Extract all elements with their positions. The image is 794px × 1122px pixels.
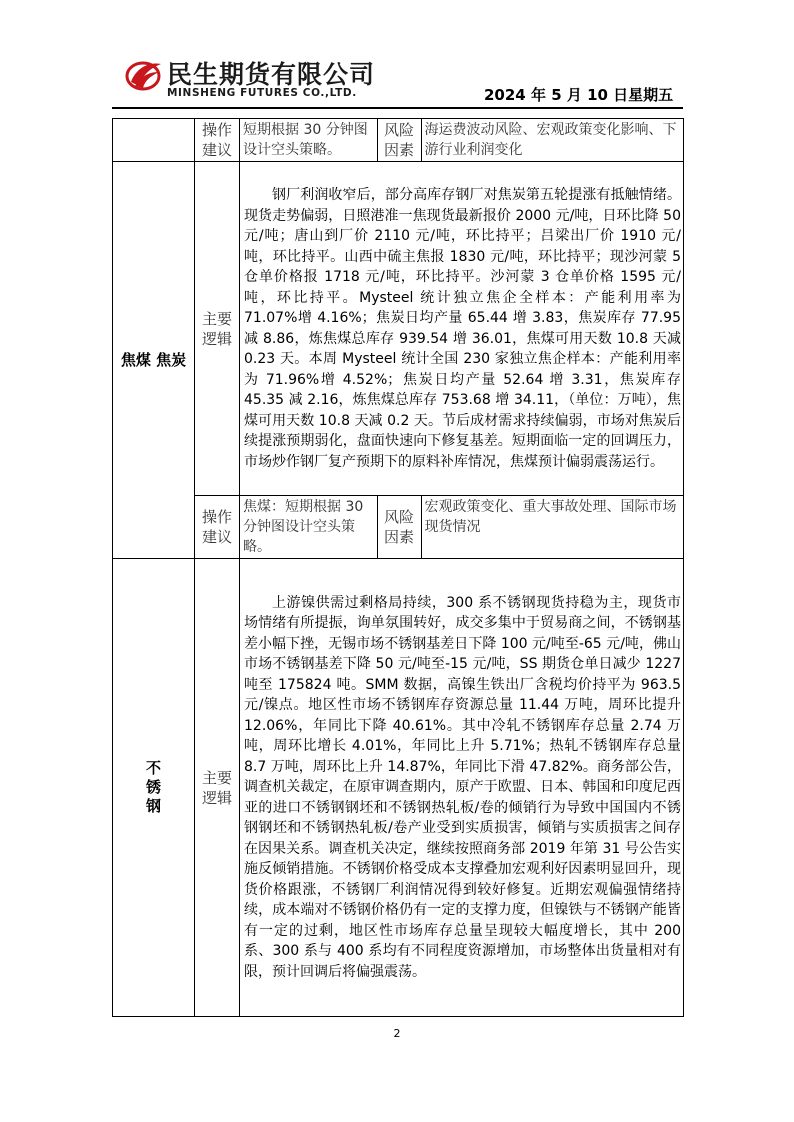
table-row <box>113 119 684 162</box>
logic-text: 上游镍供需过剩格局持续，300 系不锈钢现货持稳为主，现货市场情绪有所提振，询单氛围转好，成交多集中于贸易商之间，不锈钢基差小幅下挫，无锡市场不锈钢基差日下降 100 元/吨至-65 元/吨，佛山市场不锈钢基差下降 50 元/吨至-15 元/吨，SS 期货仓单日减少 1227 吨至 175824 吨。SMM 数据，高镍生铁出厂含税均价持平为 963.5 元/镍点。地区性市场不锈钢库存资源总量 11.44 万吨，周环比提升 12.06%，年同比下降 40.61%。其中冷轧不锈钢库存总量 2.74 万吨，周环比增长 4.01%，年同比上升 5.71%；热轧不锈钢库存总量 8.7 万吨，周环比上升 14.87%，年同比下滑 47.82%。商务部公告，调查机关裁定，在原审调查期内，原产于欧盟、日本、韩国和印度尼西亚的进口不锈钢钢坯和不锈钢热轧板/卷的倾销行为导致中国国内不锈钢钢坯和不锈钢热轧板/卷产业受到实质损害，倾销与实质损害之间存在因果关系。调查机关决定，继续按照商务部 2019 年第 31 号公告实施反倾销措施。不锈钢价格受成本支撑叠加宏观利好因素明显回升，现货价格跟涨，不锈钢厂利润情况得到较好修复。近期宏观偏强情绪持续，成本端对不锈钢价格仍有一定的支撑力度，但镍铁与不锈钢产能皆有一定的过剩，地区性市场库存总量呈现较大幅度增长，其中 200 系、300 系与 400 系均有不同程度资源增加，市场整体出货量相对有限，预计回调后将偏强震荡。 <box>240 559 684 1017</box>
company-logo <box>125 54 376 102</box>
logic-label: 主要 逻辑 <box>195 559 240 1017</box>
category-label: 不锈钢 <box>145 759 161 815</box>
table-row <box>113 559 684 1017</box>
risk-label: 风险 因素 <box>377 119 421 161</box>
category-stainless <box>113 559 195 1017</box>
category-coking <box>113 162 195 559</box>
category-label: 焦煤 焦炭 <box>120 351 187 369</box>
report-date: 2024 年 5 月 10 日星期五 <box>484 86 674 104</box>
company-name-cn: 民生期货有限公司 <box>167 60 376 89</box>
category-cell <box>113 119 195 162</box>
company-name-en: MINSHENG FUTURES CO.,LTD. <box>167 87 357 99</box>
operation-label: 操作 建议 <box>195 496 240 559</box>
commodity-table <box>112 118 684 1017</box>
logic-label: 主要 逻辑 <box>195 162 240 496</box>
minsheng-logo-icon <box>125 56 163 94</box>
operation-text: 短期根据 30 分钟图设计空头策略。 <box>243 122 368 158</box>
table-row <box>113 162 684 496</box>
page-number: 2 <box>393 1027 401 1040</box>
header-divider <box>112 107 683 109</box>
risk-text: 海运费波动风险、宏观政策变化影响、下游行业利润变化 <box>421 119 683 161</box>
logic-text: 钢厂利润收窄后，部分高库存钢厂对焦炭第五轮提涨有抵触情绪。现货走势偏弱，日照港准一焦现货最新报价 2000 元/吨，日环比降 50 元/吨；唐山到厂价 2110 元/吨，环比持平；吕梁出厂价 1910 元/吨，环比持平。山西中硫主焦报 1830 元/吨，环比持平；现沙河蒙 5 仓单价格报 1718 元/吨，环比持平。沙河蒙 3 仓单价格 1595 元/吨，环比持平。Mysteel 统计独立焦企全样本：产能利用率为 71.07%增 4.16%；焦炭日均产量 65.44 增 3.83，焦炭库存 77.95 减 8.86，炼焦煤总库存 939.54 增 36.01，焦煤可用天数 10.8 天减 0.23 天。本周 Mysteel 统计全国 230 家独立焦企样本：产能利用率为 71.96%增 4.52%；焦炭日均产量 52.64 增 3.31，焦炭库存 45.35 减 2.16，炼焦煤总库存 753.68 增 34.11，（单位：万吨），焦煤可用天数 10.8 天减 0.2 天。节后成材需求持续偏弱，市场对焦炭后续提涨预期弱化，盘面快速向下修复基差。短期面临一定的回调压力，市场炒作钢厂复产预期下的原料补库情况，焦煤预计偏弱震荡运行。 <box>240 162 684 496</box>
table-row <box>113 496 684 559</box>
risk-text: 宏观政策变化、重大事故处理、国际市场现货情况 <box>421 496 683 558</box>
operation-text: 焦煤：短期根据 30 分钟图设计空头策略。 <box>243 499 364 555</box>
operation-label: 操作 建议 <box>195 119 240 162</box>
risk-label: 风险 因素 <box>377 496 421 558</box>
